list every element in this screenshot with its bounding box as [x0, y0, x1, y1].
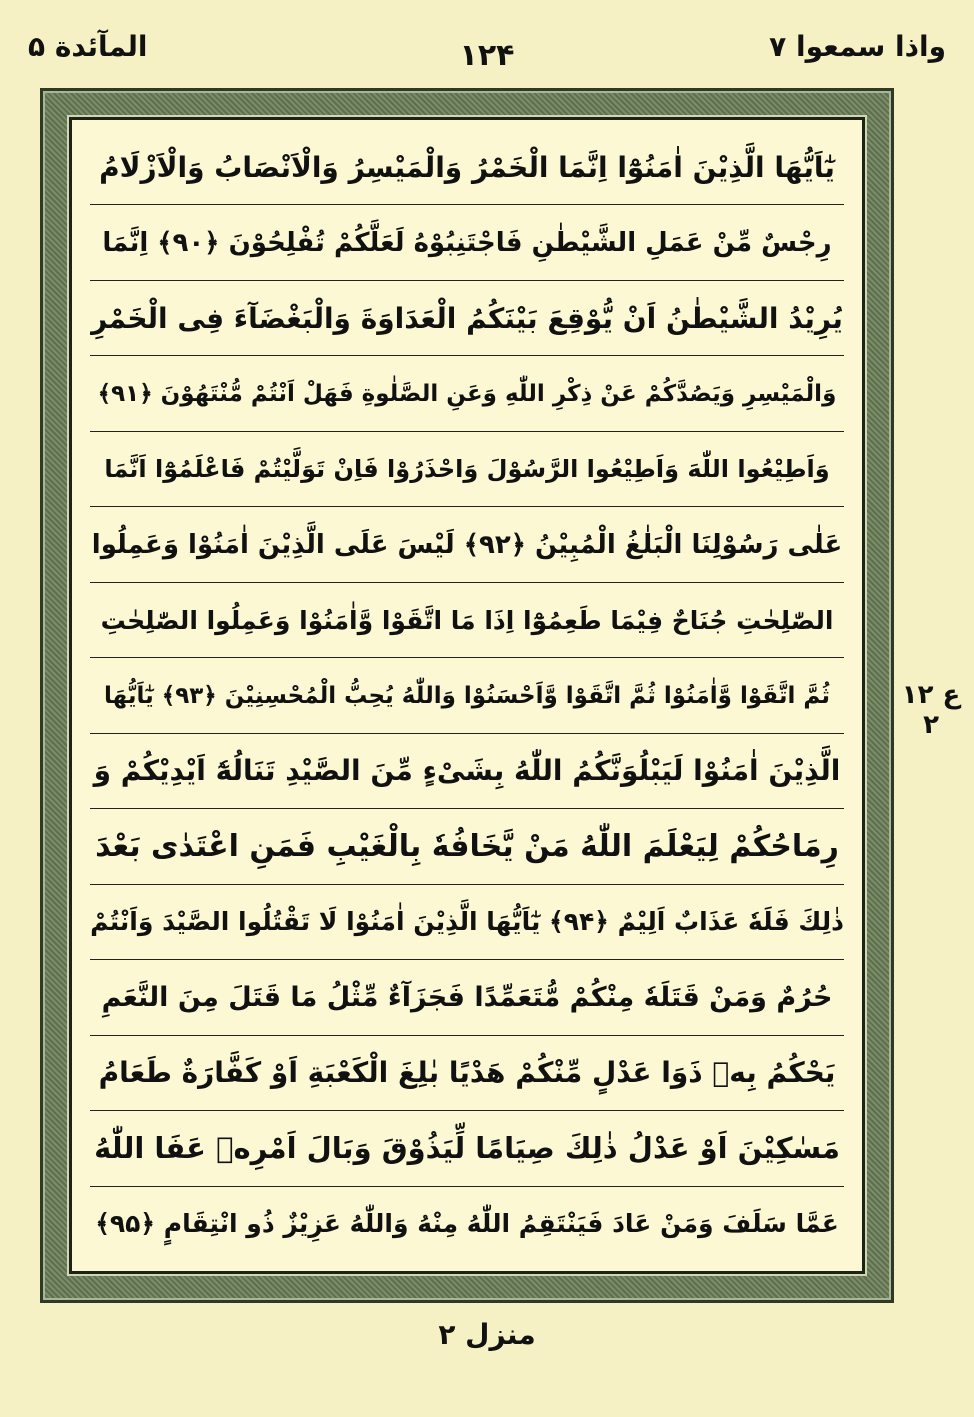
verse-line: يُرِيْدُ الشَّيْطٰنُ اَنْ يُّوْقِعَ بَيْنَكُمُ الْعَدَاوَةَ وَالْبَغْضَآءَ فِى الْخَمْرِ [90, 281, 844, 356]
verse-line: الَّذِيْنَ اٰمَنُوْا لَيَبْلُوَنَّكُمُ اللّٰهُ بِشَىْءٍ مِّنَ الصَّيْدِ تَنَالُهٗٓ اَيْدِيْكُمْ وَ [90, 734, 844, 809]
verse-line: رِجْسٌ مِّنْ عَمَلِ الشَّيْطٰنِ فَاجْتَنِبُوْهُ لَعَلَّكُمْ تُفْلِحُوْنَ ﴿۹۰﴾ اِنَّمَا [90, 205, 844, 280]
verse-line: ثُمَّ اتَّقَوْا وَّاٰمَنُوْا ثُمَّ اتَّقَوْا وَّاَحْسَنُوْا وَاللّٰهُ يُحِبُّ الْمُحْسِنِيْنَ ﴿۹۳﴾ يٰٓاَيُّهَا [90, 658, 844, 733]
juz-name: واذا سمعوا ۷ [769, 30, 946, 63]
verse-line: الصّٰلِحٰتِ جُنَاحٌ فِيْمَا طَعِمُوْٓا اِذَا مَا اتَّقَوْا وَّاٰمَنُوْا وَعَمِلُوا الصّٰلِحٰتِ [90, 583, 844, 658]
verse-line: ذٰلِكَ فَلَهٗ عَذَابٌ اَلِيْمٌ ﴿۹۴﴾ يٰٓاَيُّهَا الَّذِيْنَ اٰمَنُوْا لَا تَقْتُلُوا الصَّيْدَ وَاَنْتُمْ [90, 885, 844, 960]
verse-line: وَالْمَيْسِرِ وَيَصُدَّكُمْ عَنْ ذِكْرِ اللّٰهِ وَعَنِ الصَّلٰوةِ فَهَلْ اَنْتُمْ مُّنْتَهُوْنَ ﴿۹۱﴾ [90, 356, 844, 431]
verse-line: وَاَطِيْعُوا اللّٰهَ وَاَطِيْعُوا الرَّسُوْلَ وَاحْذَرُوْا فَاِنْ تَوَلَّيْتُمْ فَاعْلَمُوْٓا اَنَّمَا [90, 432, 844, 507]
verse-line: يَحْكُمُ بِهٖ ذَوَا عَدْلٍ مِّنْكُمْ هَدْيًا بٰلِغَ الْكَعْبَةِ اَوْ كَفَّارَةٌ طَعَامُ [90, 1036, 844, 1111]
surah-name: المآئدة ۵ [28, 30, 148, 63]
verse-line: يٰٓاَيُّهَا الَّذِيْنَ اٰمَنُوْٓا اِنَّمَا الْخَمْرُ وَالْمَيْسِرُ وَالْاَنْصَابُ وَالْاَزْلَامُ [90, 130, 844, 205]
verse-line: عَمَّا سَلَفَ وَمَنْ عَادَ فَيَنْتَقِمُ اللّٰهُ مِنْهُ وَاللّٰهُ عَزِيْزٌ ذُو انْتِقَامٍ ﴿۹۵﴾ [95, 1209, 839, 1239]
text-panel [69, 117, 865, 1274]
verse-line: عَلٰى رَسُوْلِنَا الْبَلٰغُ الْمُبِيْنُ ﴿۹۲﴾ لَيْسَ عَلَى الَّذِيْنَ اٰمَنُوْا وَعَمِلُوا [90, 507, 844, 582]
page-header [28, 8, 946, 73]
verse-line: مَسٰكِيْنَ اَوْ عَدْلُ ذٰلِكَ صِيَامًا لِّيَذُوْقَ وَبَالَ اَمْرِهٖ عَفَا اللّٰهُ [90, 1111, 844, 1186]
ornamental-border [40, 88, 894, 1303]
verse-line: حُرُمٌ وَمَنْ قَتَلَهٗ مِنْكُمْ مُّتَعَمِّدًا فَجَزَآءٌ مِّثْلُ مَا قَتَلَ مِنَ النَّعَمِ [90, 960, 844, 1035]
ruku-marker: ع ۱۲ ۲ [901, 680, 961, 740]
page-number: ۱۲۴ [459, 38, 515, 73]
verse-lines [90, 130, 844, 1261]
manzil-footer: منزل ۲ [438, 1318, 536, 1351]
verse-line: رِمَاحُكُمْ لِيَعْلَمَ اللّٰهُ مَنْ يَّخَافُهٗ بِالْغَيْبِ فَمَنِ اعْتَدٰى بَعْدَ [90, 809, 844, 884]
